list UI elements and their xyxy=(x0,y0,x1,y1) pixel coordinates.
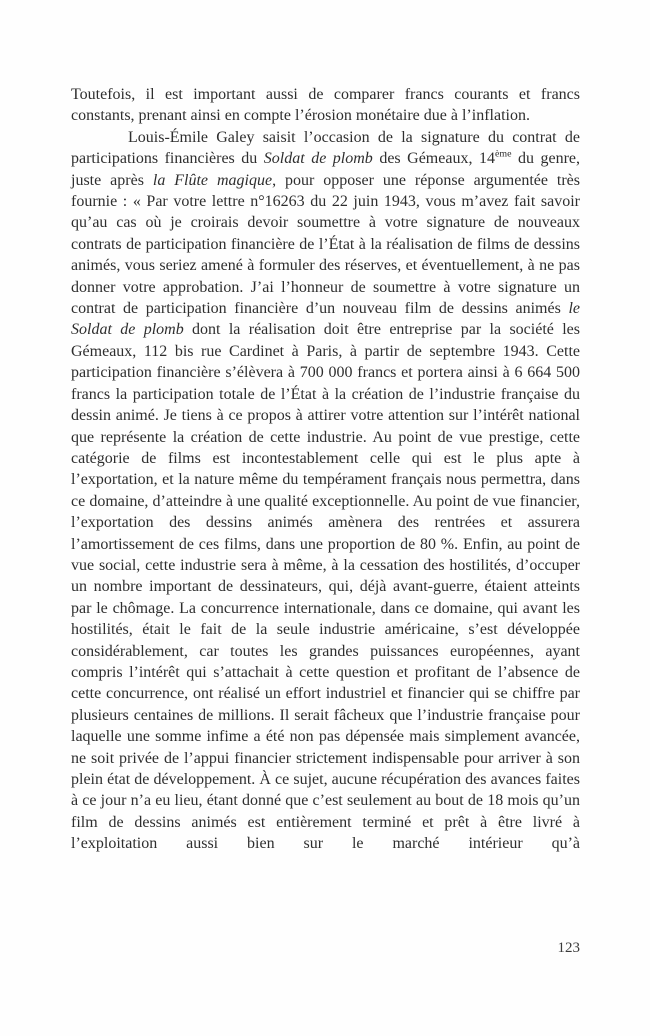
page-number: 123 xyxy=(557,940,580,956)
page-text-block xyxy=(71,84,580,855)
text-run-italic: Soldat de plomb xyxy=(263,150,373,168)
text-run-sup: ème xyxy=(494,148,512,160)
text-run: Toutefois, il est important aussi de comparer francs courants et francs constants, prenant ainsi en compte l’érosion monétaire due à l’inflation. xyxy=(71,86,580,125)
text-run-italic: le Soldat de plomb xyxy=(71,300,580,339)
paragraph xyxy=(71,127,580,855)
paragraph xyxy=(71,84,580,127)
text-run: dont la réalisation doit être entreprise par la société les Gémeaux, 112 bis rue Cardinet à Paris, à partir de septembre 1943. Cette participation financière s’élèvera à 700 000 francs et portera ainsi à 6 664 500 francs la participation totale de l’État à la création de l’industrie française du dessin animé. Je tiens à ce propos à attirer votre attention sur l’intérêt national que représente la création de cette industrie. Au point de vue prestige, cette catégorie de films est incontestablement celle qui est le plus apte à l’exportation, et la nature même du tempérament français nous permettra, dans ce domaine, d’atteindre à une qualité exceptionnelle. Au point de vue financier, l’exportation des dessins animés amènera des rentrées et assurera l’amortissement de ces films, dans une proportion de 80 %. Enfin, au point de vue social, cette industrie sera à même, à la cessation des hostilités, d’occuper un nombre important de dessinateurs, qui, déjà avant-guerre, étaient atteints par le chômage. La concurrence internationale, dans ce domaine, qui avant les hostilités, était le fait de la seule industrie américaine, s’est développée considérablement, car toutes les grandes puissances européennes, ayant compris l’intérêt qui s’attachait à cette question et profitant de l’absence de cette concurrence, ont réalisé un effort industriel et financier qui se chiffre par plusieurs centaines de millions. Il serait fâcheux que l’industrie française pour laquelle une somme infime a été non pas dépensée mais simplement avancée, ne soit privée de l’appui financier strictement indispensable pour arriver à son plein état de développement. À ce sujet, aucune récupération des avances faites à ce jour n’a eu lieu, étant donné que c’est seulement au bout de 18 mois qu’un film de dessins animés est entièrement terminé et prêt à être livré à l’exploitation aussi bien sur le marché intérieur qu’à xyxy=(71,321,580,853)
text-run-italic: la Flûte magique xyxy=(152,171,273,189)
text-run: des Gémeaux, 14 xyxy=(372,150,495,168)
text-run: , pour opposer une réponse argumentée très fournie : « Par votre lettre n°16263 du 22 juin 1943, vous m’avez fait savoir qu’au cas où je croirais devoir soumettre à votre signature de nouveaux contrats de participation financière de l’État à la réalisation de films de dessins animés, vous seriez amené à formuler des réserves, et éventuellement, à ne pas donner votre approbation. J’ai l’honneur de soumettre à votre signature un contrat de participation financière d’un nouveau film de dessins animés xyxy=(71,171,581,318)
text-run: Louis-Émile Galey saisit l’occasion de la signature du contrat de participations financières du xyxy=(71,128,580,168)
text-run: du genre, juste après xyxy=(71,150,581,189)
